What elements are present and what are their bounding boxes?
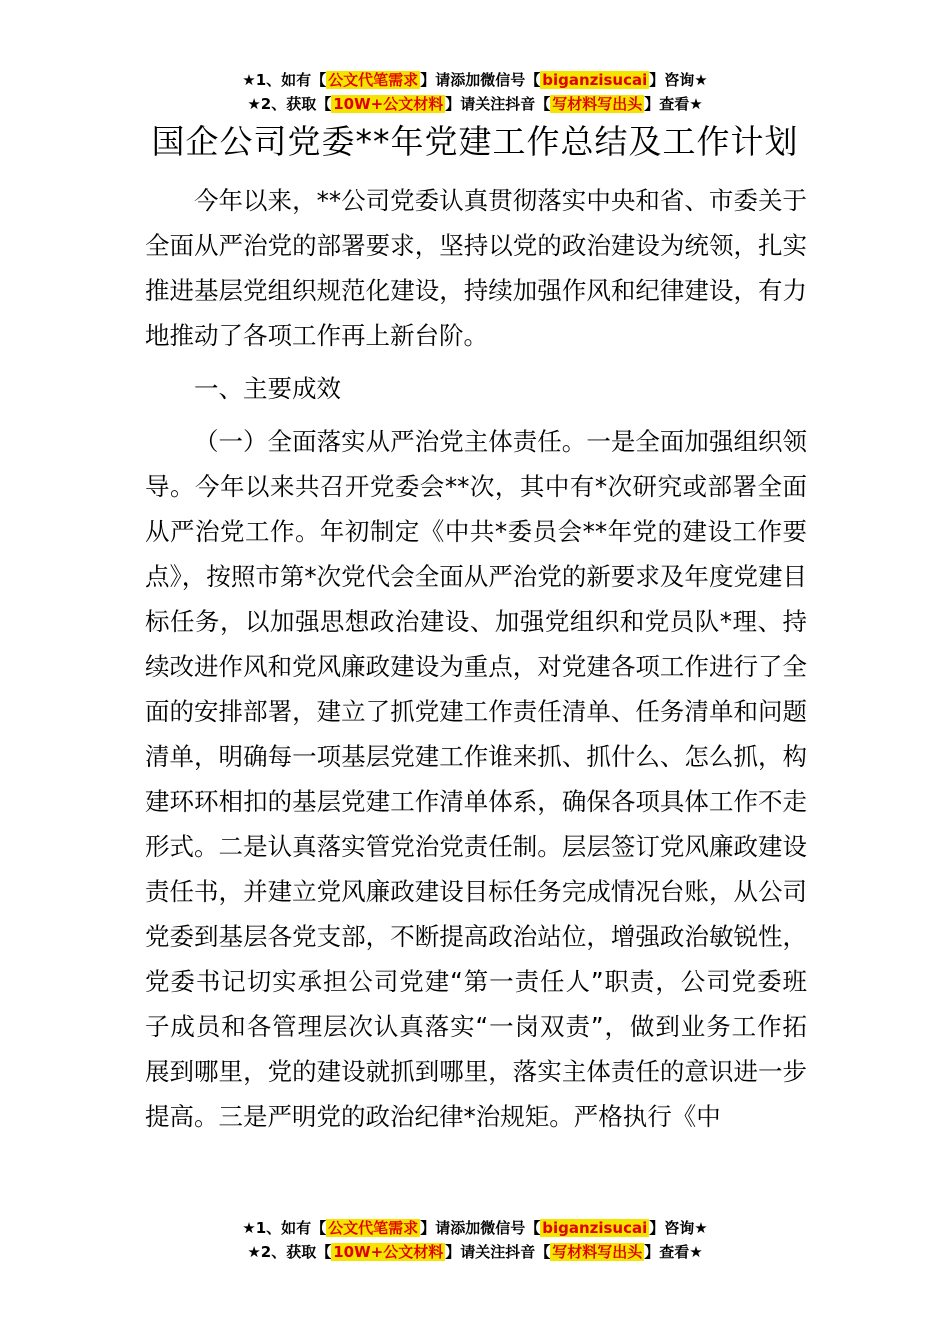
ad-text: 】请添加微信号【 (420, 71, 541, 89)
header-ad-line-1 (0, 68, 950, 92)
ad-text: ★2、获取【 (247, 95, 332, 113)
ad-highlight: 公文代笔需求 (328, 1219, 419, 1237)
footer-ad-line-2 (0, 1240, 950, 1264)
document-body (145, 178, 807, 1139)
ad-highlight-wechat-id: biganzisucai (542, 1219, 648, 1237)
footer-ad-banner (0, 1216, 950, 1264)
footer-ad-line-1 (0, 1216, 950, 1240)
ad-text: 】查看★ (644, 95, 703, 113)
header-ad-banner (0, 68, 950, 116)
ad-text: 】咨询★ (649, 71, 708, 89)
ad-text: 】查看★ (644, 1243, 703, 1261)
ad-text: 】请添加微信号【 (420, 1219, 541, 1237)
body-paragraph: （一）全面落实从严治党主体责任。一是全面加强组织领导。今年以来共召开党委会**次，其中有*次研究或部署全面从严治党工作。年初制定《中共*委员会**年党的建设工作要点》，按照市第*次党代会全面从严治党的新要求及年度党建目标任务，以加强思想政治建设、加强党组织和党员队*理、持续改进作风和党风廉政建设为重点，对党建各项工作进行了全面的安排部署，建立了抓党建工作责任清单、任务清单和问题清单，明确每一项基层党建工作谁来抓、抓什么、怎么抓，构建环环相扣的基层党建工作清单体系，确保各项具体工作不走形式。二是认真落实管党治党责任制。层层签订党风廉政建设责任书，并建立党风廉政建设目标任务完成情况台账，从公司党委到基层各党支部，不断提高政治站位，增强政治敏锐性，党委书记切实承担公司党建“第一责任人”职责，公司党委班子成员和各管理层次认真落实“一岗双责”，做到业务工作拓展到哪里，党的建设就抓到哪里，落实主体责任的意识进一步提高。三是严明党的政治纪律*治规矩。严格执行《中 (145, 427, 807, 1131)
ad-text: ★2、获取【 (247, 1243, 332, 1261)
ad-text: ★1、如有【 (242, 71, 327, 89)
ad-text: 】请关注抖音【 (445, 1243, 551, 1261)
ad-text: ★1、如有【 (242, 1219, 327, 1237)
intro-paragraph: 今年以来，**公司党委认真贯彻落实中央和省、市委关于全面从严治党的部署要求，坚持以党的政治建设为统领，扎实推进基层党组织规范化建设，持续加强作风和纪律建设，有力地推动了各项工作再上新台阶。 (145, 186, 807, 350)
ad-text: 】咨询★ (649, 1219, 708, 1237)
ad-text: 】请关注抖音【 (445, 95, 551, 113)
ad-highlight: 10W+公文材料 (333, 95, 444, 113)
ad-highlight-wechat-id: biganzisucai (542, 71, 648, 89)
ad-highlight-douyin-name: 写材料写出头 (552, 95, 643, 113)
header-ad-line-2 (0, 92, 950, 116)
ad-highlight: 公文代笔需求 (328, 71, 419, 89)
ad-highlight: 10W+公文材料 (333, 1243, 444, 1261)
section-heading: 一、主要成效 (194, 374, 341, 403)
ad-highlight-douyin-name: 写材料写出头 (552, 1243, 643, 1261)
document-title: 国企公司党委**年党建工作总结及工作计划 (151, 122, 799, 161)
